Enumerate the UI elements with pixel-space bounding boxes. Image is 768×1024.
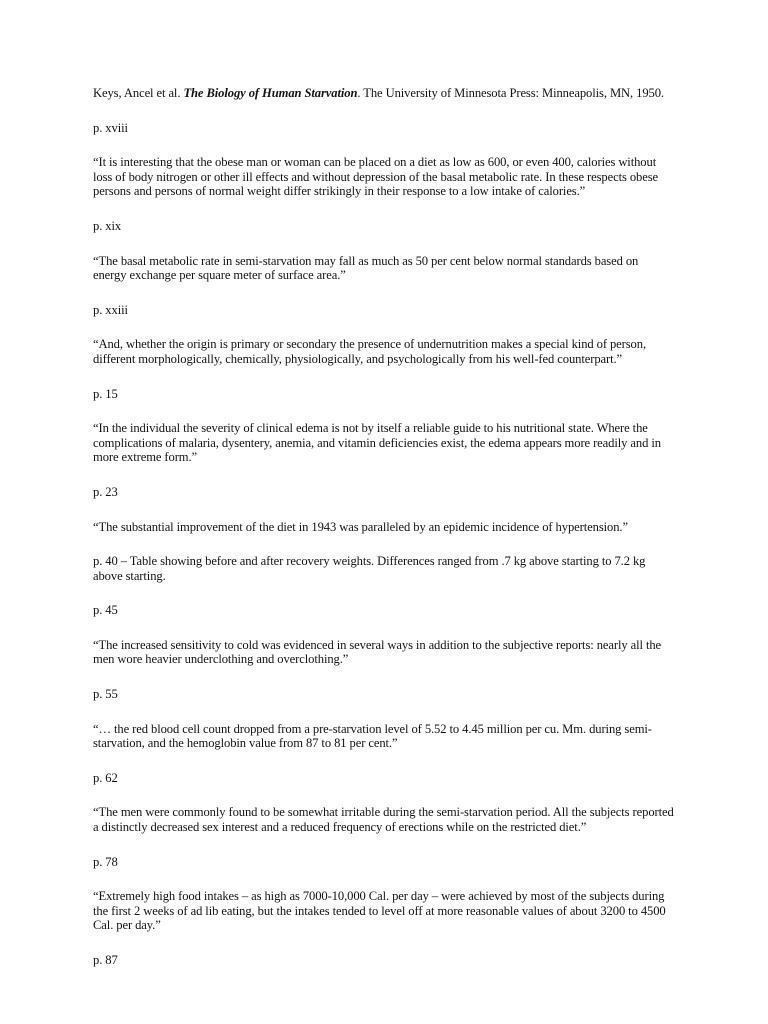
page-reference: p. xviii bbox=[93, 120, 128, 135]
quote: “… the red blood cell count dropped from a pre-starvation level of 5.52 to 4.45 million per cu. Mm. during semi-starvation, and the hemoglobin value from 87 to 81 per cent.” bbox=[93, 721, 652, 751]
book-title: The Biology of Human Starvation bbox=[183, 86, 358, 100]
quote: “In the individual the severity of clinical edema is not by itself a reliable guide to his nutritional state. Where the complications of malaria, dysentery, anemia, and vitamin deficiencies exist, the edema appears more readily and in more extreme form.” bbox=[93, 421, 661, 465]
quote: “The men were commonly found to be somewhat irritable during the semi-starvation period. All the subjects reported a distinctly decreased sex interest and a reduced frequency of erections while on the restricted diet.” bbox=[93, 805, 674, 835]
page-reference: p. 45 bbox=[93, 603, 118, 618]
page-reference: p. xxiii bbox=[93, 302, 128, 317]
quote: “It is interesting that the obese man or woman can be placed on a diet as low as 600, or even 400, calories without loss of body nitrogen or other ill effects and without depression of the basal metabolic rate. In these respects obese persons and persons of normal weight differ strikingly in their response to a low intake of calories.” bbox=[93, 155, 659, 199]
quote: “The basal metabolic rate in semi-starvation may fall as much as 50 per cent below normal standards based on energy exchange per square meter of surface area.” bbox=[93, 253, 639, 283]
page-reference: p. xix bbox=[93, 218, 122, 233]
quote: “The substantial improvement of the diet in 1943 was paralleled by an epidemic incidence of hypertension.” bbox=[93, 519, 628, 534]
citation bbox=[93, 86, 674, 101]
page-note: p. 40 – Table showing before and after recovery weights. Differences ranged from .7 kg above starting to 7.2 kg above starting. bbox=[93, 554, 646, 583]
page-reference: p. 15 bbox=[93, 386, 118, 401]
quote: “The increased sensitivity to cold was evidenced in several ways in addition to the subjective reports: nearly all the men wore heavier underclothing and overclothing.” bbox=[93, 637, 662, 667]
page-reference: p. 55 bbox=[93, 687, 118, 702]
page-reference: p. 62 bbox=[93, 770, 118, 785]
quote: “Extremely high food intakes – as high as 7000-10,000 Cal. per day – were achieved by most of the subjects during the first 2 weeks of ad lib eating, but the intakes tended to level off at more reasonable values of about 3200 to 4500 Cal. per day.” bbox=[93, 889, 666, 933]
page-reference: p. 87 bbox=[93, 953, 118, 967]
citation-publisher: . The University of Minnesota Press: Minneapolis, MN, 1950. bbox=[357, 86, 664, 100]
citation-prefix: Keys, Ancel et al. bbox=[93, 86, 184, 100]
page-reference: p. 23 bbox=[93, 484, 118, 499]
quote: “And, whether the origin is primary or secondary the presence of undernutrition makes a special kind of person, different morphologically, chemically, physiologically, and psychologically from his well-fed counterpart.” bbox=[93, 337, 646, 366]
page-reference: p. 78 bbox=[93, 854, 118, 869]
